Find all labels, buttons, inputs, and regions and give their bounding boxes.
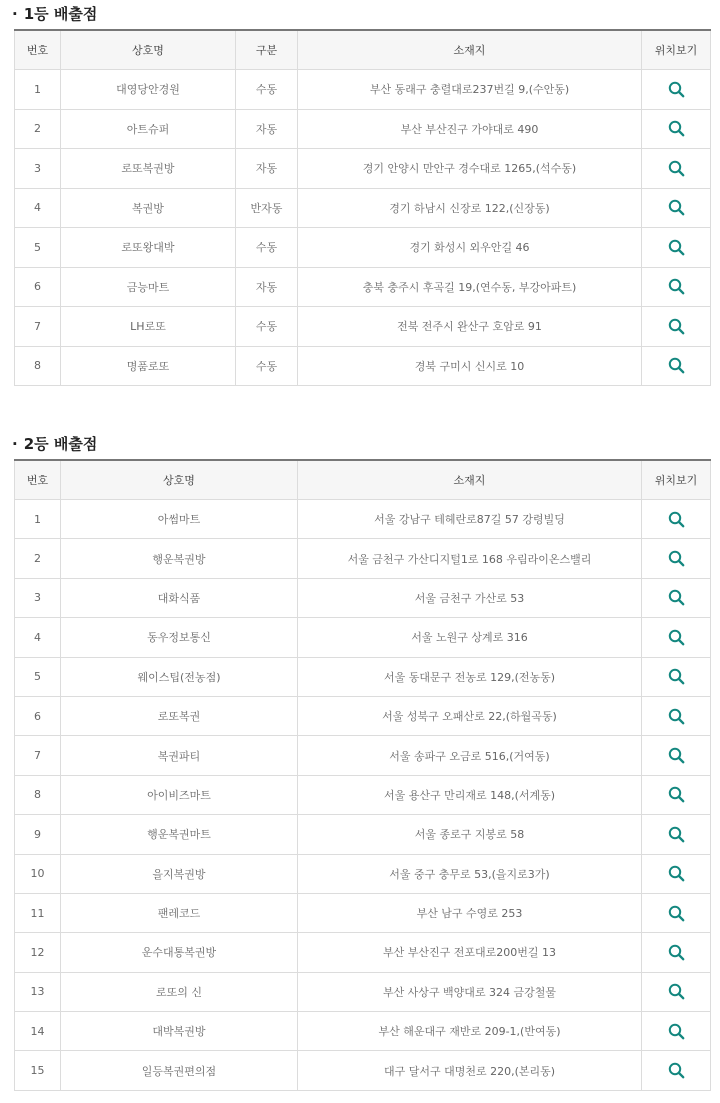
cell-location xyxy=(642,267,711,307)
cell-location xyxy=(642,70,711,110)
title-bullet: · xyxy=(12,435,18,453)
cell-store-name: LH로또 xyxy=(61,307,236,347)
cell-location xyxy=(642,775,711,814)
search-icon[interactable] xyxy=(668,708,685,725)
cell-number: 2 xyxy=(15,539,61,578)
header-store-name: 상호명 xyxy=(61,460,298,500)
cell-address: 경기 안양시 만안구 경수대로 1265,(석수동) xyxy=(298,149,642,189)
cell-type: 자동 xyxy=(236,267,298,307)
header-address: 소재지 xyxy=(298,30,642,70)
cell-number: 14 xyxy=(15,1012,61,1051)
cell-address: 서울 금천구 가산디지털1로 168 우림라이온스밸리 xyxy=(298,539,642,578)
cell-location xyxy=(642,1051,711,1090)
search-icon[interactable] xyxy=(668,826,685,843)
table-row xyxy=(15,657,711,696)
cell-number: 5 xyxy=(15,228,61,268)
cell-location xyxy=(642,149,711,189)
table-row xyxy=(15,149,711,189)
cell-number: 7 xyxy=(15,736,61,775)
cell-address: 부산 남구 수영로 253 xyxy=(298,893,642,932)
search-icon[interactable] xyxy=(668,239,685,256)
header-number: 번호 xyxy=(15,30,61,70)
cell-number: 11 xyxy=(15,893,61,932)
cell-address: 충북 충주시 후곡길 19,(연수동, 부강아파트) xyxy=(298,267,642,307)
cell-store-name: 웨이스팁(전농점) xyxy=(61,657,298,696)
cell-location xyxy=(642,109,711,149)
table-row xyxy=(15,893,711,932)
cell-location xyxy=(642,736,711,775)
search-icon[interactable] xyxy=(668,550,685,567)
cell-address: 대구 달서구 대명천로 220,(본리동) xyxy=(298,1051,642,1090)
cell-number: 1 xyxy=(15,70,61,110)
search-icon[interactable] xyxy=(668,589,685,606)
search-icon[interactable] xyxy=(668,357,685,374)
cell-type: 반자동 xyxy=(236,188,298,228)
cell-location xyxy=(642,815,711,854)
cell-store-name: 아트슈퍼 xyxy=(61,109,236,149)
header-location: 위치보기 xyxy=(642,30,711,70)
table-row xyxy=(15,346,711,386)
cell-store-name: 동우정보통신 xyxy=(61,618,298,657)
table-row xyxy=(15,696,711,735)
cell-address: 서울 용산구 만리재로 148,(서계동) xyxy=(298,775,642,814)
cell-address: 경기 하남시 신장로 122,(신장동) xyxy=(298,188,642,228)
table-row xyxy=(15,933,711,972)
cell-address: 경기 화성시 외우안길 46 xyxy=(298,228,642,268)
cell-address: 부산 부산진구 가야대로 490 xyxy=(298,109,642,149)
search-icon[interactable] xyxy=(668,983,685,1000)
cell-store-name: 대화식품 xyxy=(61,578,298,617)
cell-address: 서울 중구 충무로 53,(을지로3가) xyxy=(298,854,642,893)
search-icon[interactable] xyxy=(668,511,685,528)
cell-location xyxy=(642,500,711,539)
cell-address: 부산 사상구 백양대로 324 금강철물 xyxy=(298,972,642,1011)
cell-number: 1 xyxy=(15,500,61,539)
cell-number: 3 xyxy=(15,578,61,617)
table-row xyxy=(15,815,711,854)
table-row xyxy=(15,618,711,657)
cell-address: 서울 송파구 오금로 516,(거여동) xyxy=(298,736,642,775)
title-bullet: · xyxy=(12,5,18,23)
table-header xyxy=(15,30,711,70)
cell-address: 서울 강남구 테헤란로87길 57 강령빌딩 xyxy=(298,500,642,539)
search-icon[interactable] xyxy=(668,905,685,922)
table-row xyxy=(15,228,711,268)
table-row xyxy=(15,1012,711,1051)
header-number: 번호 xyxy=(15,460,61,500)
cell-store-name: 아이비즈마트 xyxy=(61,775,298,814)
search-icon[interactable] xyxy=(668,944,685,961)
cell-address: 서울 동대문구 전농로 129,(전농동) xyxy=(298,657,642,696)
cell-number: 13 xyxy=(15,972,61,1011)
search-icon[interactable] xyxy=(668,865,685,882)
cell-store-name: 로또왕대박 xyxy=(61,228,236,268)
cell-store-name: 로또복권 xyxy=(61,696,298,735)
cell-type: 자동 xyxy=(236,149,298,189)
cell-store-name: 행운복권마트 xyxy=(61,815,298,854)
cell-location xyxy=(642,346,711,386)
search-icon[interactable] xyxy=(668,81,685,98)
header-address: 소재지 xyxy=(298,460,642,500)
cell-store-name: 일등복권편의점 xyxy=(61,1051,298,1090)
table-row xyxy=(15,539,711,578)
header-location: 위치보기 xyxy=(642,460,711,500)
cell-address: 부산 해운대구 재반로 209-1,(반여동) xyxy=(298,1012,642,1051)
search-icon[interactable] xyxy=(668,120,685,137)
header-type: 구분 xyxy=(236,30,298,70)
cell-store-name: 아썸마트 xyxy=(61,500,298,539)
table-row xyxy=(15,109,711,149)
cell-number: 9 xyxy=(15,815,61,854)
cell-store-name: 운수대통복권방 xyxy=(61,933,298,972)
table-header xyxy=(15,460,711,500)
cell-number: 2 xyxy=(15,109,61,149)
cell-location xyxy=(642,1012,711,1051)
cell-location xyxy=(642,657,711,696)
cell-store-name: 복권방 xyxy=(61,188,236,228)
cell-location xyxy=(642,933,711,972)
search-icon[interactable] xyxy=(668,160,685,177)
cell-store-name: 명품로또 xyxy=(61,346,236,386)
table-row xyxy=(15,500,711,539)
cell-address: 부산 동래구 충렬대로237번길 9,(수안동) xyxy=(298,70,642,110)
cell-address: 전북 전주시 완산구 호암로 91 xyxy=(298,307,642,347)
cell-number: 5 xyxy=(15,657,61,696)
cell-address: 부산 부산진구 전포대로200번길 13 xyxy=(298,933,642,972)
cell-store-name: 대영당안경원 xyxy=(61,70,236,110)
table-row xyxy=(15,70,711,110)
cell-store-name: 로또의 신 xyxy=(61,972,298,1011)
cell-address: 서울 노원구 상계로 316 xyxy=(298,618,642,657)
cell-number: 8 xyxy=(15,775,61,814)
title-text: 1등 배출점 xyxy=(23,5,98,23)
table-row xyxy=(15,578,711,617)
cell-location xyxy=(642,228,711,268)
cell-location xyxy=(642,188,711,228)
table-row xyxy=(15,972,711,1011)
cell-store-name: 복권파티 xyxy=(61,736,298,775)
second-prize-title xyxy=(0,430,720,459)
cell-number: 15 xyxy=(15,1051,61,1090)
cell-location xyxy=(642,539,711,578)
cell-number: 3 xyxy=(15,149,61,189)
table-row xyxy=(15,307,711,347)
search-icon[interactable] xyxy=(668,1023,685,1040)
cell-number: 7 xyxy=(15,307,61,347)
table-row xyxy=(15,1051,711,1090)
cell-address: 서울 종로구 지봉로 58 xyxy=(298,815,642,854)
search-icon[interactable] xyxy=(668,629,685,646)
cell-location xyxy=(642,893,711,932)
title-text: 2등 배출점 xyxy=(23,435,98,453)
cell-type: 수동 xyxy=(236,346,298,386)
cell-type: 수동 xyxy=(236,307,298,347)
second-prize-table xyxy=(14,459,711,1091)
search-icon[interactable] xyxy=(668,668,685,685)
table-row xyxy=(15,267,711,307)
cell-type: 수동 xyxy=(236,228,298,268)
search-icon[interactable] xyxy=(668,786,685,803)
first-prize-table xyxy=(14,29,711,386)
cell-store-name: 대박복권방 xyxy=(61,1012,298,1051)
cell-number: 10 xyxy=(15,854,61,893)
first-prize-title xyxy=(0,0,720,29)
cell-store-name: 을지복권방 xyxy=(61,854,298,893)
search-icon[interactable] xyxy=(668,318,685,335)
cell-address: 서울 성북구 오패산로 22,(하월곡동) xyxy=(298,696,642,735)
search-icon[interactable] xyxy=(668,199,685,216)
cell-location xyxy=(642,307,711,347)
cell-store-name: 로또복권방 xyxy=(61,149,236,189)
cell-store-name: 행운복권방 xyxy=(61,539,298,578)
cell-location xyxy=(642,618,711,657)
cell-number: 4 xyxy=(15,188,61,228)
cell-location xyxy=(642,578,711,617)
cell-type: 자동 xyxy=(236,109,298,149)
table-row xyxy=(15,775,711,814)
cell-store-name: 금능마트 xyxy=(61,267,236,307)
search-icon[interactable] xyxy=(668,278,685,295)
table-row xyxy=(15,188,711,228)
cell-location xyxy=(642,854,711,893)
cell-type: 수동 xyxy=(236,70,298,110)
cell-number: 12 xyxy=(15,933,61,972)
cell-number: 6 xyxy=(15,267,61,307)
cell-number: 8 xyxy=(15,346,61,386)
cell-location xyxy=(642,696,711,735)
search-icon[interactable] xyxy=(668,1062,685,1079)
cell-address: 서울 금천구 가산로 53 xyxy=(298,578,642,617)
cell-number: 4 xyxy=(15,618,61,657)
search-icon[interactable] xyxy=(668,747,685,764)
table-row xyxy=(15,736,711,775)
cell-store-name: 팬레코드 xyxy=(61,893,298,932)
table-row xyxy=(15,854,711,893)
cell-address: 경북 구미시 신시로 10 xyxy=(298,346,642,386)
cell-location xyxy=(642,972,711,1011)
header-store-name: 상호명 xyxy=(61,30,236,70)
cell-number: 6 xyxy=(15,696,61,735)
